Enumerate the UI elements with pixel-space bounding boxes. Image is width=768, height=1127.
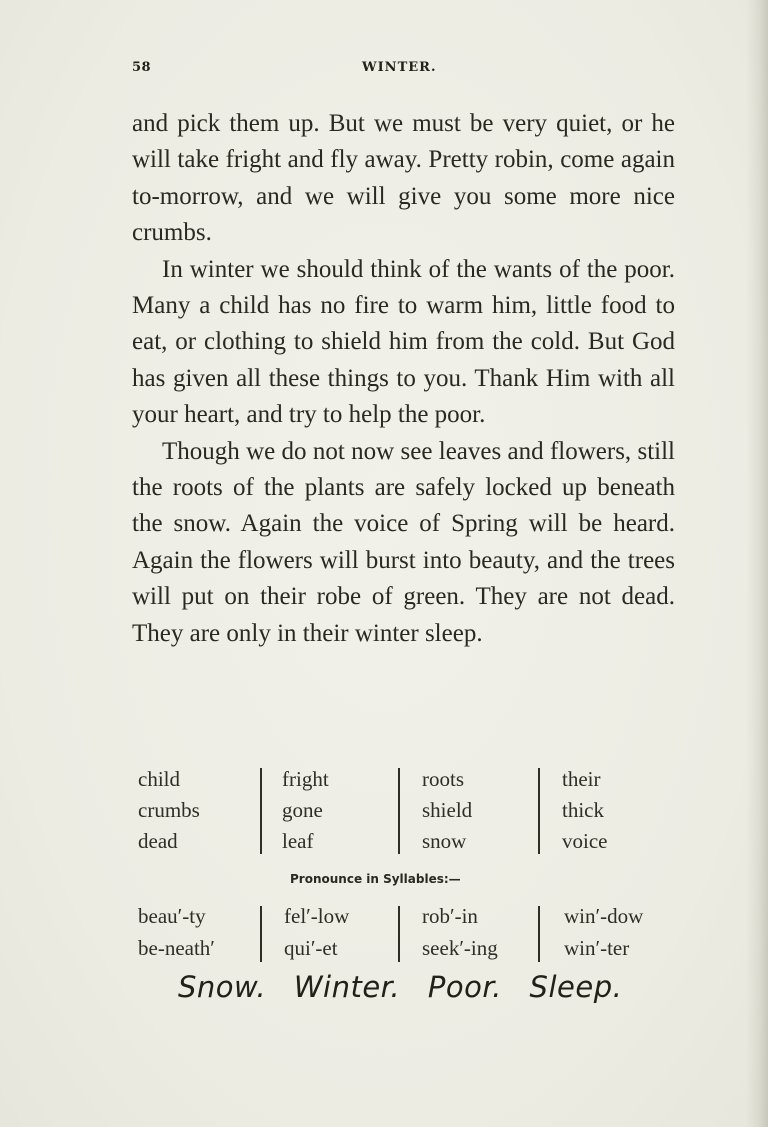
syllable-column-3: [422, 900, 498, 964]
script-writing-line: [178, 970, 638, 1004]
word-column-2: [282, 764, 329, 857]
syllable-item: rob′-in: [422, 904, 478, 928]
word-column-1: [138, 764, 200, 857]
word-item: child: [138, 767, 180, 791]
body-text: [132, 106, 675, 652]
column-divider: [398, 906, 400, 962]
syllable-column-4: [564, 900, 643, 964]
word-item: roots: [422, 767, 464, 791]
paragraph-robin: and pick them up. But we must be very quiet, or he will take fright and fly away. Pretty robin, come again to-morrow, and we will give you some more nice crumbs.: [132, 110, 675, 247]
syllable-column-2: [284, 900, 349, 964]
word-item: their: [562, 767, 601, 791]
column-divider: [538, 906, 540, 962]
syllable-item: fel′-low: [284, 904, 350, 928]
word-item: snow: [422, 829, 467, 853]
column-divider: [398, 768, 400, 854]
syllable-item: be-neath′: [138, 936, 215, 960]
paragraph-poor: In winter we should think of the wants of the poor. Many a child has no fire to warm him, little food to eat, or clothing to shield him from the cold. But God has given all these things to you. Thank Him with all your heart, and try to help the poor.: [132, 255, 675, 429]
syllable-column-1: [138, 900, 215, 964]
word-item: thick: [562, 798, 604, 822]
page-edge-shadow: [746, 0, 768, 1127]
script-word: Poor.: [427, 970, 502, 1004]
word-item: dead: [138, 829, 178, 853]
syllable-item: beau′-ty: [138, 904, 206, 928]
column-divider: [538, 768, 540, 854]
word-item: gone: [282, 798, 323, 822]
word-item: leaf: [282, 829, 314, 853]
word-item: voice: [562, 829, 608, 853]
script-word: Winter.: [293, 970, 401, 1004]
syllable-item: seek′-ing: [422, 936, 498, 960]
word-column-3: [422, 764, 472, 857]
syllable-item: win′-ter: [564, 936, 630, 960]
word-item: shield: [422, 798, 473, 822]
word-item: crumbs: [138, 798, 200, 822]
page-header: [132, 60, 674, 82]
syllables-heading: Pronounce in Syllables:—: [290, 872, 461, 886]
script-word: Snow.: [178, 970, 267, 1004]
paragraph-spring: Though we do not now see leaves and flowers, still the roots of the plants are safely locked up beneath the snow. Again the voice of Spring will be heard. Again the flowers will burst into beauty, and the trees will put on their robe of green. They are not dead. They are only in their winter sleep.: [132, 437, 675, 647]
word-item: fright: [282, 767, 329, 791]
column-divider: [260, 906, 262, 962]
word-column-4: [562, 764, 607, 857]
script-word: Sleep.: [529, 970, 623, 1004]
page-number: 58: [132, 60, 152, 75]
running-head: WINTER.: [362, 60, 437, 75]
syllable-item: qui′-et: [284, 936, 338, 960]
column-divider: [260, 768, 262, 854]
syllable-item: win′-dow: [564, 904, 644, 928]
